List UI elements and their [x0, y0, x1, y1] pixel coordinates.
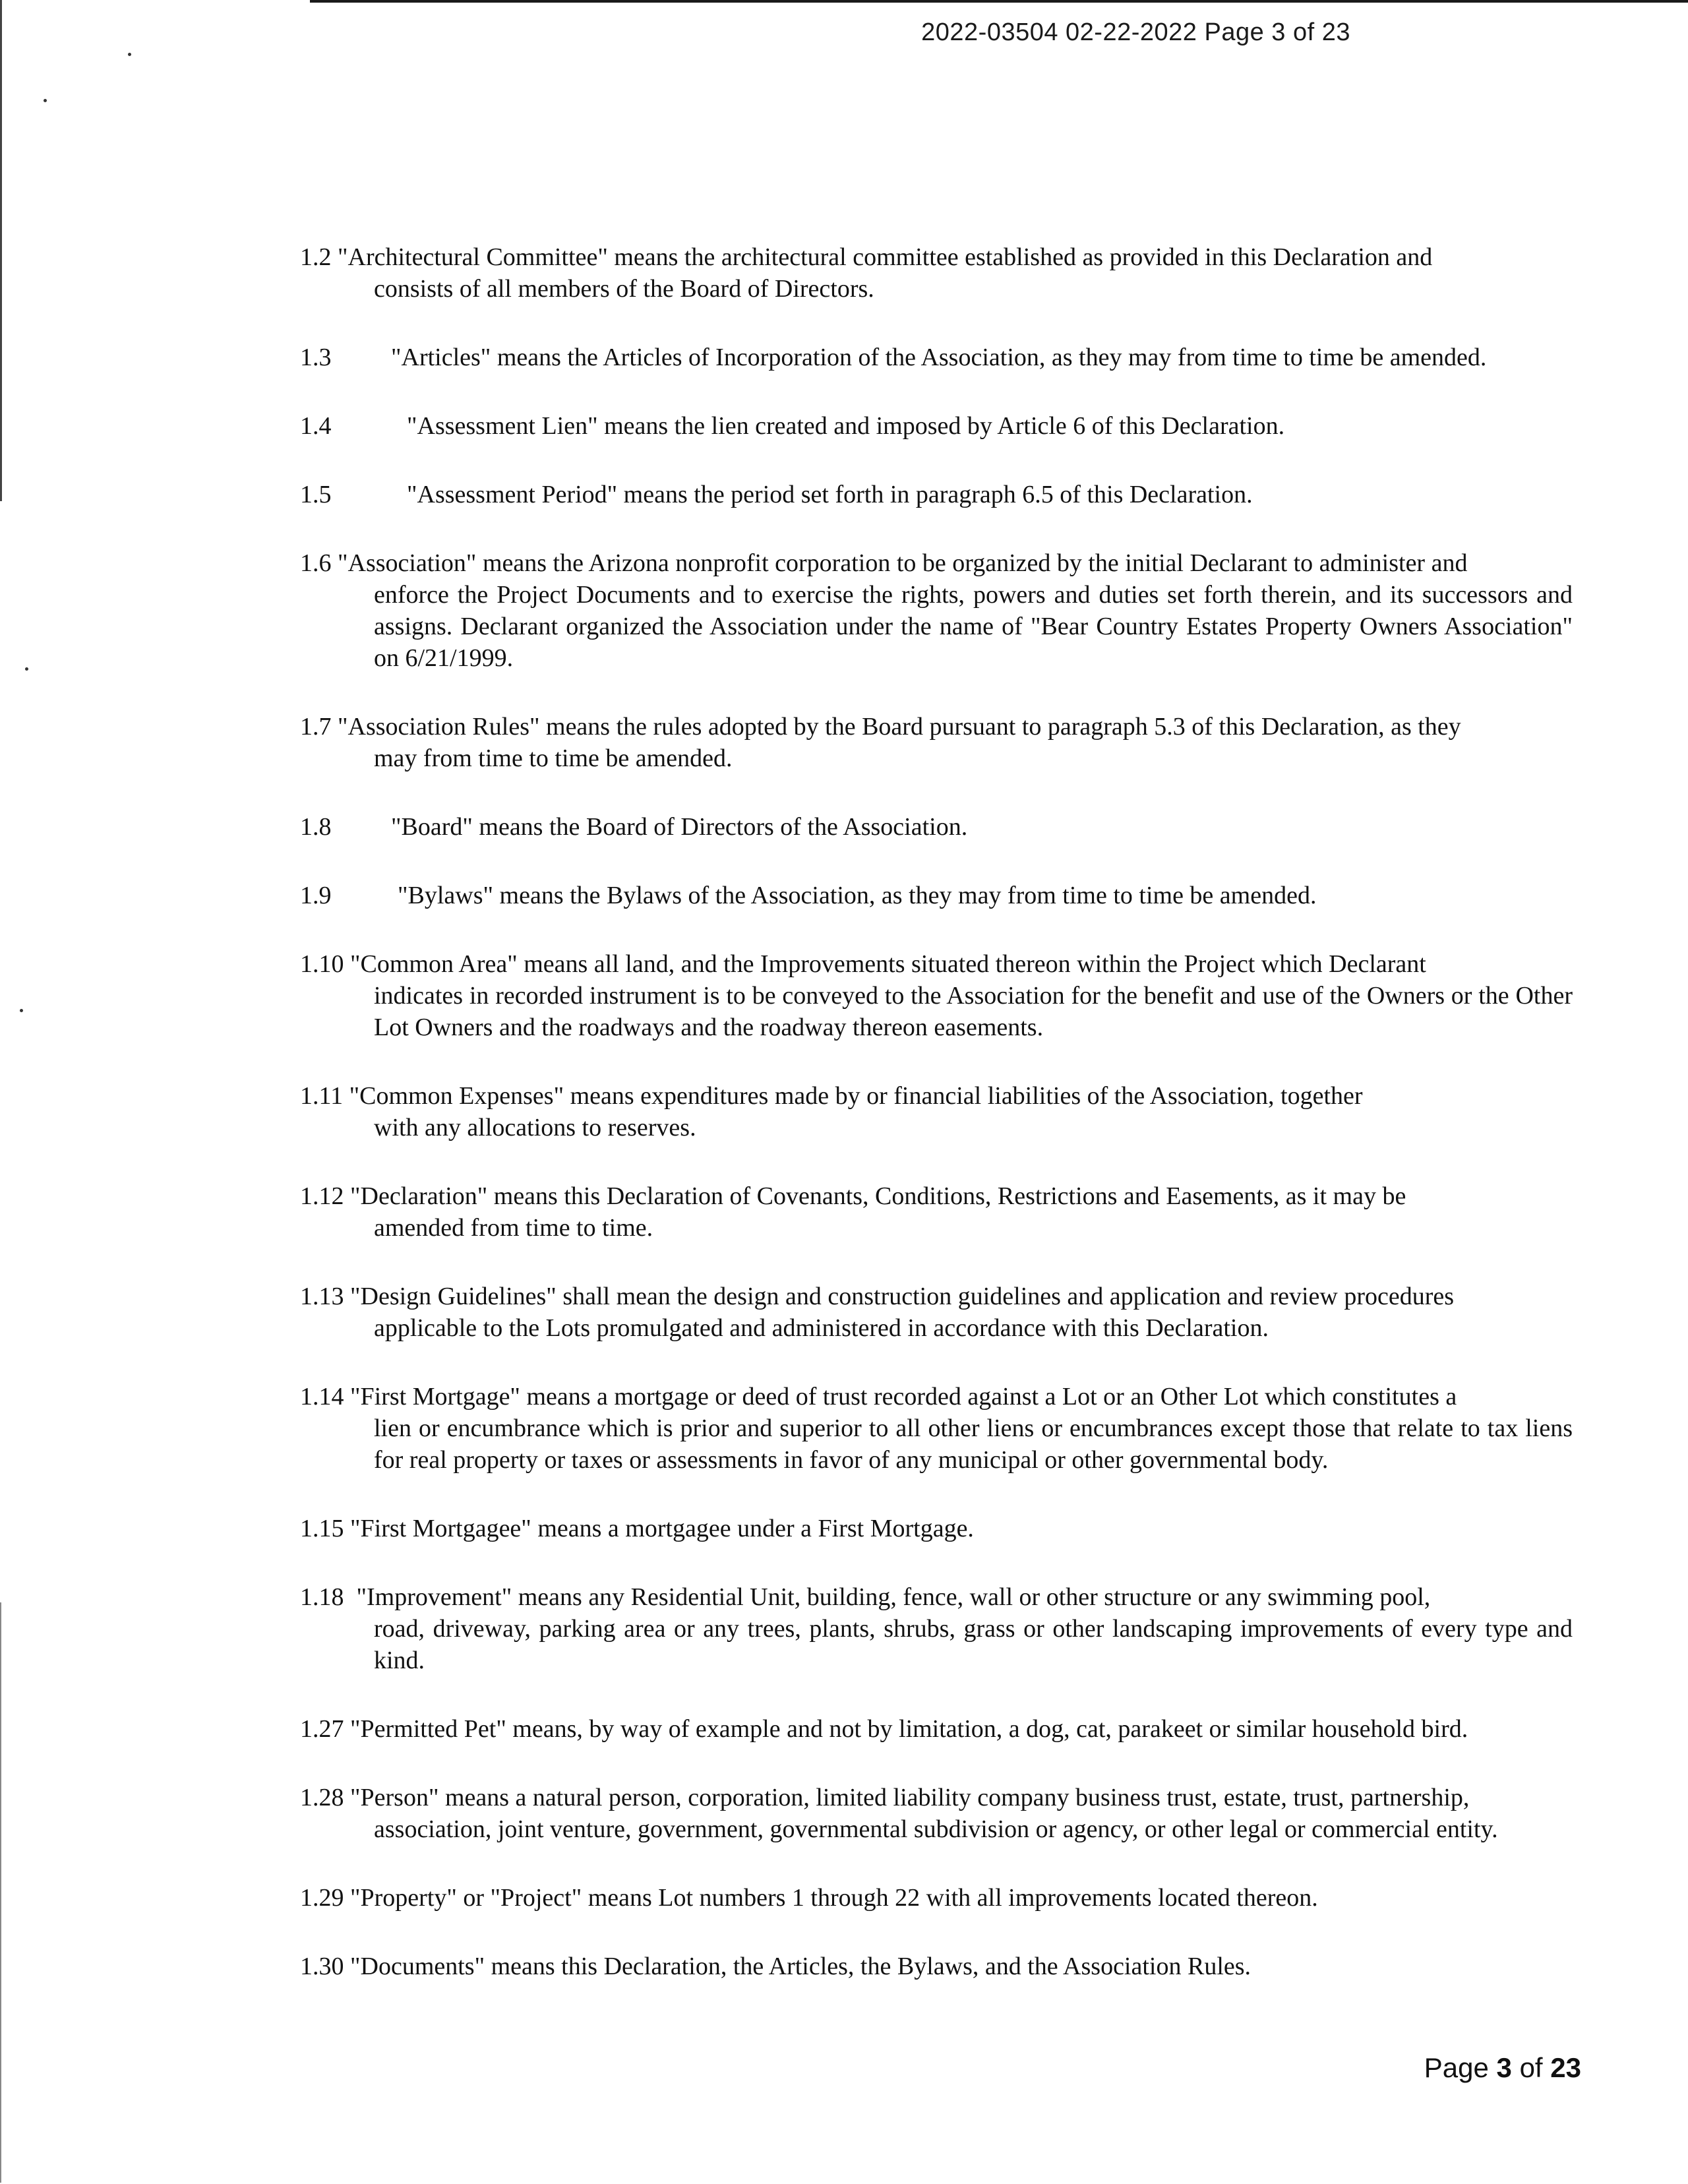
- scan-speck: [20, 1009, 23, 1012]
- definition-text: "Assessment Lien" means the lien created and imposed by Article 6 of this Declaration.: [407, 412, 1285, 440]
- definition-number: 1.2: [300, 243, 332, 271]
- definition-number: 1.7: [300, 713, 332, 741]
- definition-item: [300, 711, 1573, 774]
- definition-continuation: may from time to time be amended.: [374, 744, 733, 772]
- definition-continuation: applicable to the Lots promulgated and administered in accordance with this Declaration.: [374, 1314, 1269, 1342]
- definition-continuation: lien or encumbrance which is prior and superior to all other liens or encumbrances except those that relate to tax liens for real property or taxes or assessments in favor of any municipal or other governmental body.: [374, 1414, 1573, 1474]
- definition-item: [300, 1951, 1573, 1982]
- definition-continuation: enforce the Project Documents and to exercise the rights, powers and duties set forth therein, and its successors and assigns. Declarant organized the Association under the name of "Bear Country Estates Property Owners Association" on 6/21/1999.: [374, 581, 1573, 672]
- definition-text: "Association" means the Arizona nonprofit corporation to be organized by the initial Declarant to administer and: [338, 549, 1468, 577]
- definition-first-line: [300, 1713, 1573, 1745]
- definition-text: "Property" or "Project" means Lot numbers 1 through 22 with all improvements located thereon.: [350, 1884, 1318, 1912]
- definition-item: [300, 880, 1573, 911]
- definition-number: 1.15: [300, 1515, 344, 1542]
- definition-first-line: [300, 547, 1573, 579]
- definition-number: 1.8: [300, 813, 332, 841]
- definition-number: 1.29: [300, 1884, 344, 1912]
- definition-first-line: [300, 1951, 1573, 1982]
- definition-text: "Declaration" means this Declaration of Covenants, Conditions, Restrictions and Easements, as it may be: [350, 1182, 1406, 1210]
- definition-first-line: [300, 811, 1573, 843]
- definition-number: 1.18: [300, 1583, 344, 1611]
- definition-continuation: association, joint venture, government, governmental subdivision or agency, or other legal or commercial entity.: [374, 1815, 1498, 1843]
- definition-first-line: [300, 342, 1573, 373]
- definition-text: "Person" means a natural person, corporation, limited liability company business trust, estate, trust, partnership,: [350, 1784, 1470, 1811]
- definition-number: 1.30: [300, 1953, 344, 1980]
- definition-text: "Board" means the Board of Directors of the Association.: [391, 813, 968, 841]
- page-number-footer: [1424, 2052, 1581, 2084]
- definition-item: [300, 1513, 1573, 1544]
- definition-text: "Assessment Period" means the period set forth in paragraph 6.5 of this Declaration.: [407, 481, 1253, 508]
- scan-top-rule: [310, 0, 1688, 3]
- definition-continuation: amended from time to time.: [374, 1214, 653, 1242]
- definition-text: "Permitted Pet" means, by way of example and not by limitation, a dog, cat, parakeet or similar household bird.: [350, 1715, 1468, 1743]
- definition-first-line: [300, 1080, 1573, 1112]
- definition-first-line: [300, 479, 1573, 510]
- definition-item: [300, 1882, 1573, 1914]
- definition-first-line: [300, 1782, 1573, 1813]
- definition-text: "Association Rules" means the rules adopted by the Board pursuant to paragraph 5.3 of this Declaration, as they: [338, 713, 1461, 741]
- definition-number: 1.12: [300, 1182, 344, 1210]
- definition-text: "Common Expenses" means expenditures made by or financial liabilities of the Association, together: [349, 1082, 1363, 1110]
- definition-item: [300, 1080, 1573, 1143]
- definition-first-line: [300, 1180, 1573, 1212]
- definition-text: "Documents" means this Declaration, the Articles, the Bylaws, and the Association Rules.: [350, 1953, 1251, 1980]
- definition-text: "Bylaws" means the Bylaws of the Association, as they may from time to time be amended.: [398, 882, 1317, 909]
- scan-speck: [128, 53, 131, 56]
- recording-stamp: 2022-03504 02-22-2022 Page 3 of 23: [921, 18, 1350, 46]
- definition-item: [300, 241, 1573, 305]
- definition-number: 1.10: [300, 950, 344, 978]
- definition-text: "Articles" means the Articles of Incorporation of the Association, as they may from time to time be amended.: [391, 344, 1487, 371]
- definition-item: [300, 811, 1573, 843]
- definition-item: [300, 1281, 1573, 1344]
- definition-item: [300, 342, 1573, 373]
- definition-text: "First Mortgage" means a mortgage or deed of trust recorded against a Lot or an Other Lot which constitutes a: [350, 1383, 1457, 1410]
- definition-text: "First Mortgagee" means a mortgagee under a First Mortgage.: [350, 1515, 974, 1542]
- definition-item: [300, 1713, 1573, 1745]
- definition-item: [300, 1581, 1573, 1676]
- definition-text: "Architectural Committee" means the architectural committee established as provided in this Declaration and: [338, 243, 1433, 271]
- scan-speck: [25, 667, 28, 671]
- footer-current-page: 3: [1496, 2052, 1512, 2083]
- definition-number: 1.9: [300, 882, 332, 909]
- definition-first-line: [300, 1581, 1573, 1613]
- definition-number: 1.5: [300, 481, 332, 508]
- definition-number: 1.11: [300, 1082, 344, 1110]
- definition-first-line: [300, 241, 1573, 273]
- definition-item: [300, 1381, 1573, 1476]
- definition-text: "Design Guidelines" shall mean the design and construction guidelines and application and review procedures: [350, 1283, 1455, 1310]
- definition-number: 1.6: [300, 549, 332, 577]
- definition-first-line: [300, 1882, 1573, 1914]
- definition-continuation: road, driveway, parking area or any trees, plants, shrubs, grass or other landscaping improvements of every type and kind.: [374, 1615, 1573, 1674]
- definition-item: [300, 1180, 1573, 1244]
- definition-text: "Improvement" means any Residential Unit, building, fence, wall or other structure or any swimming pool,: [356, 1583, 1431, 1611]
- definition-number: 1.14: [300, 1383, 344, 1410]
- definition-first-line: [300, 1513, 1573, 1544]
- scan-left-edge: [0, 0, 2, 501]
- definition-number: 1.3: [300, 344, 332, 371]
- footer-total-pages: 23: [1550, 2052, 1581, 2083]
- scan-speck: [44, 99, 47, 102]
- definition-item: [300, 547, 1573, 674]
- scan-left-edge-lower: [0, 1602, 1, 2183]
- definition-item: [300, 1782, 1573, 1845]
- definition-continuation: consists of all members of the Board of Directors.: [374, 275, 874, 303]
- definition-number: 1.28: [300, 1784, 344, 1811]
- footer-of-label: of: [1511, 2052, 1551, 2083]
- definition-item: [300, 479, 1573, 510]
- definition-first-line: [300, 1381, 1573, 1412]
- definitions-list: [300, 241, 1573, 2019]
- definition-item: [300, 948, 1573, 1043]
- definition-first-line: [300, 711, 1573, 743]
- definition-number: 1.4: [300, 412, 332, 440]
- definition-first-line: [300, 1281, 1573, 1312]
- definition-number: 1.27: [300, 1715, 344, 1743]
- definition-item: [300, 410, 1573, 442]
- definition-text: "Common Area" means all land, and the Improvements situated thereon within the Project which Declarant: [350, 950, 1426, 978]
- definition-first-line: [300, 410, 1573, 442]
- footer-page-label: Page: [1424, 2052, 1497, 2083]
- definition-first-line: [300, 880, 1573, 911]
- definition-first-line: [300, 948, 1573, 980]
- definition-number: 1.13: [300, 1283, 344, 1310]
- definition-continuation: with any allocations to reserves.: [374, 1114, 696, 1141]
- definition-continuation: indicates in recorded instrument is to be conveyed to the Association for the benefit and use of the Owners or the Other Lot Owners and the roadways and the roadway thereon easements.: [374, 982, 1573, 1041]
